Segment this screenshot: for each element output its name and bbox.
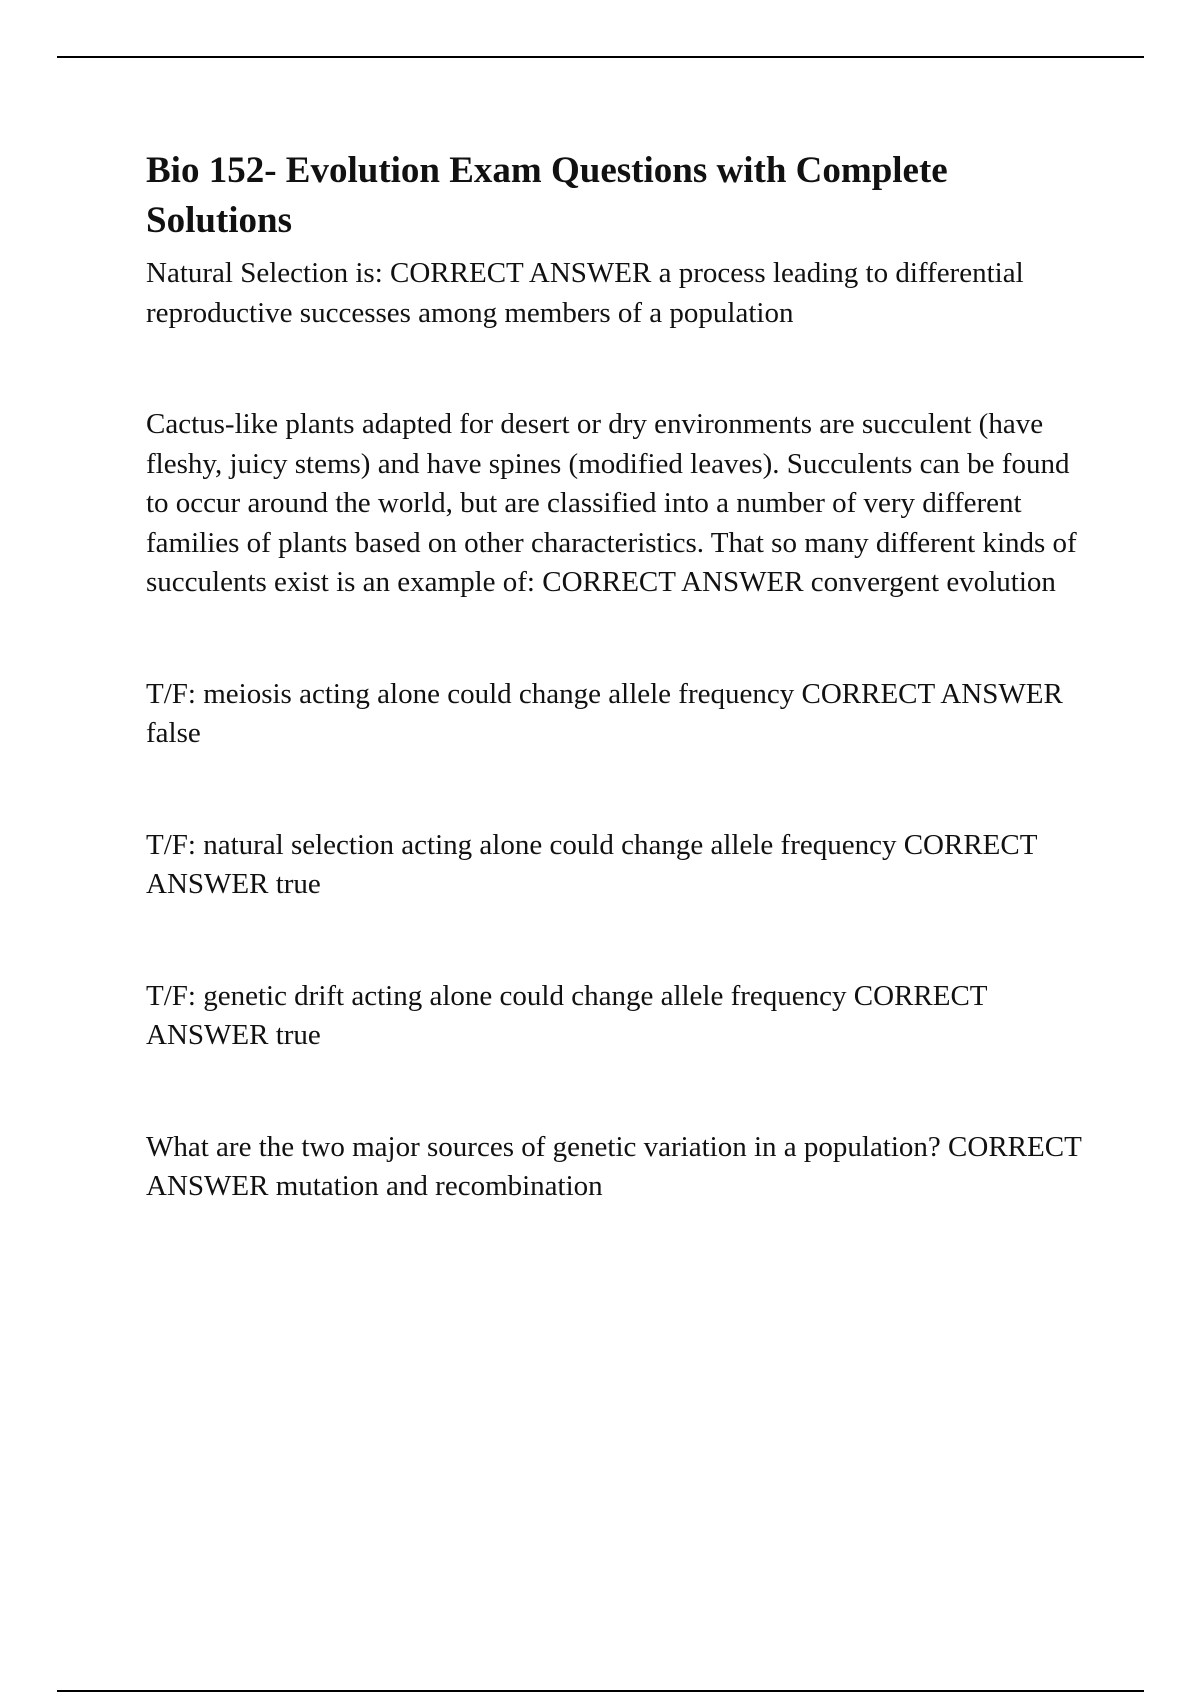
qa-item-genetic-variation: What are the two major sources of genetic variation in a population? CORRECT ANSWER mutation and recombination — [146, 1130, 1082, 1202]
qa-item-meiosis: T/F: meiosis acting alone could change allele frequency CORRECT ANSWER false — [146, 677, 1063, 749]
bottom-rule — [57, 1690, 1144, 1692]
qa-item-natural-selection-tf: T/F: natural selection acting alone could change allele frequency CORRECT ANSWER true — [146, 828, 1037, 900]
document-body — [146, 146, 1096, 1207]
qa-item-natural-selection: Natural Selection is: CORRECT ANSWER a process leading to differential reproductive successes among members of a population — [146, 257, 1024, 329]
page-title: Bio 152- Evolution Exam Questions with Complete Solutions — [146, 150, 948, 241]
qa-item-genetic-drift: T/F: genetic drift acting alone could change allele frequency CORRECT ANSWER true — [146, 979, 987, 1051]
top-rule — [57, 56, 1144, 58]
qa-item-succulents: Cactus-like plants adapted for desert or dry environments are succulent (have fleshy, juicy stems) and have spines (modified leaves). Succulents can be found to occur around the world, but are classified into a number of very different families of plants based on other characteristics. That so many different kinds of succulents exist is an example of: CORRECT ANSWER convergent evolution — [146, 408, 1077, 598]
